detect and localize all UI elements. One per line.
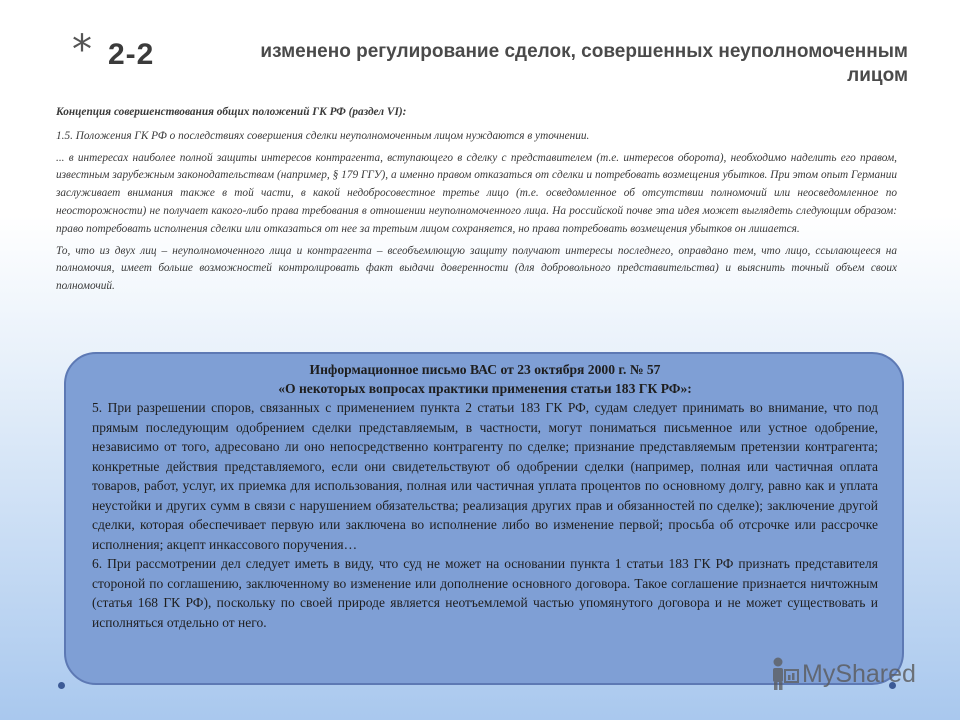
info-letter-paragraph: 6. При рассмотрении дел следует иметь в виду, что суд не может на основании пункта 1 статьи 183 ГК РФ признать представителя стороной по соглашению, заключенному во изменение или дополнение основного договора. Такое соглашение признается ничтожным (статья 168 ГК РФ), поскольку по своей природе является неотъемлемой частью упомянутого договора и не может существовать и исполняться отдельно от него. <box>92 556 878 630</box>
slide-title: изменено регулирование сделок, совершенных неуполномоченным лицом <box>260 41 908 86</box>
concept-paragraph: ... в интересах наиболее полной защиты интересов контрагента, вступающего в сделку с представителем (т.е. интересов оборота), необходимо наделить его правом, известным зарубежным законодательствам (например, § 179 ГГУ), а именно правом отказаться от сделки и потребовать возмещения убытков. При этом опыт Германии заслуживает внимания также в той части, в какой недобросовестное третье лицо (т.е. осведомленное об отсутствии полномочий или неосведомленное по неосторожности) не получает какого-либо права требования в отношении неуполномоченного лица. На российской почве эта идея может выглядеть следующим образом: право потребовать исполнения сделки или отказаться от нее за третьим лицом сохраняется, но права потребовать возмещения убытков он лишается. <box>56 151 897 235</box>
person-with-chart-icon <box>768 656 800 690</box>
decorative-dot <box>58 682 65 689</box>
info-letter-title-line: Информационное письмо ВАС от 23 октября 2000 г. № 57 <box>309 362 661 377</box>
slide-number: 2-2 <box>108 38 155 71</box>
asterisk-bullet: * <box>72 27 92 73</box>
slide-header <box>72 28 908 98</box>
concept-paragraph: 1.5. Положения ГК РФ о последствиях совершения сделки неуполномоченным лицом нуждаются в уточнении. <box>56 129 590 142</box>
info-letter-title <box>92 360 878 398</box>
info-letter-title-line: «О некоторых вопросах практики применения статьи 183 ГК РФ»: <box>278 381 692 396</box>
info-letter-paragraph: 5. При разрешении споров, связанных с применением пункта 2 статьи 183 ГК РФ, судам следует принимать во внимание, что под прямым последующим одобрением сделки представляемым, в частности, могут пониматься письменное или устное одобрение, независимо от того, адресовано ли оно непосредственно контрагенту по сделке; признание представляемым претензии контрагента; конкретные действия представляемого, если они свидетельствуют об одобрении сделки (например, полная или частичная оплата товаров, работ, услуг, их приемка для использования, полная или частичная уплата процентов по основному долгу, равно как и уплата неустойки и других сумм в связи с нарушением обязательства; реализация других прав и обязанностей по сделке); заключение другой сделки, которая обеспечивает первую или заключена во исполнение либо во изменение первой; просьба об отсрочке или рассрочке исполнения; акцепт инкассового поручения… <box>92 400 878 552</box>
info-letter-box <box>64 352 904 685</box>
info-letter-body <box>92 398 878 632</box>
watermark <box>768 656 928 692</box>
concept-section <box>56 104 897 300</box>
watermark-text: MyShared <box>802 660 916 688</box>
concept-heading: Концепция совершенствования общих положений ГК РФ (раздел VI): <box>56 106 407 118</box>
concept-paragraph: То, что из двух лиц – неуполномоченного лица и контрагента – всеобъемлющую защиту получают интересы последнего, оправдано тем, что лицо, ссылающееся на полномочия, имеет больше возможностей контролировать факт выдачи доверенности (для добровольного представительства) и выяснить точный объем своих полномочий. <box>56 244 897 293</box>
